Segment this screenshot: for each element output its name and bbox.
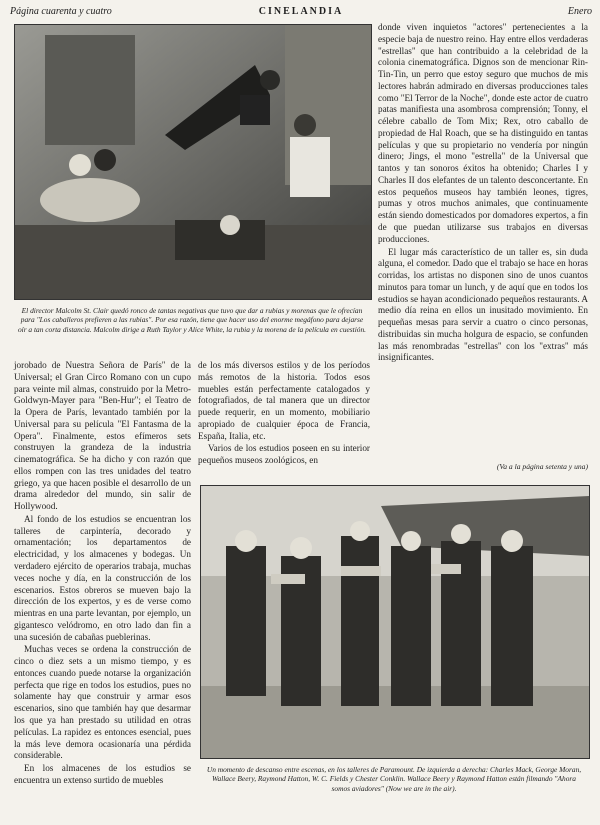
director-scene-photo [15,25,371,299]
bottom-photo-caption: Un momento de descanso entre escenas, en los talleres de Paramount. De izquierda a derecha: Charles Mack, George Moran, Wallace Beery, Raymond Hatton, W. C. Fields y Chester Conklin. Wallace Beery y Raymond Hatton están filmando "Ahora somos aviadores" (Now we are in the air). [206,765,582,793]
middle-column [198,360,370,468]
magazine-title: CINELANDIA [258,6,344,17]
paragraph: de los más diversos estilos y de los períodos más remotos de la historia. Todos esos muebles están perfectamente catalogados y fotografiados, de tal manera que un director puede requerir, en un momento, mobiliario apropiado de cualquier época de Francia, España, Italia, etc. [198,360,370,441]
top-photo [14,24,372,300]
top-photo-caption: El director Malcolm St. Clair quedó ronco de tantas negativas que tuvo que dar a rubias y morenas que le ofrecían para "Los caballeros prefieren a las rubias". Por esa razón, tiene que hacer uso del enorme megáfono para dejarse oír a tan corta distancia. Malcolm dirige a Ruth Taylor y Alice White, la rubia y la morena de la película en cuestión. [17,306,367,334]
bottom-photo [200,485,590,759]
issue-month: Enero [567,6,592,17]
page-header [10,6,592,20]
paragraph: Muchas veces se ordena la construcción de cinco o diez sets a un mismo tiempo, y es entonces cuando puede notarse la organización perfecta que rige en todos los estudios, pues no solamente hay que construir y armar esos escenarios, sino que también hay que desarmar los que ya han prestado su utilidad en otras películas. La rapidez es entonces esencial, pues la más leve demora ocasionaría una pérdida considerable. [14,644,191,761]
paragraph: El lugar más característico de un taller es, sin duda alguna, el comedor. Dado que el trabajo se hace en horas corridas, los artistas no disponen sino de unos cuantos minutos para tomar un lunch, y de aquí que en todos los estudios se hayan acondicionado pequeños restaurants. A medio día reina en ellos un inusitado movimiento. En pequeñas mesas para servir a cuatro o cinco personas, distribuidas sin mucha holgura de espacio, se confunden las más renombradas "estrellas" con los "extras" más insignificantes. [378,246,588,363]
paragraph: En los almacenes de los estudios se encuentra un extenso surtido de muebles [14,763,191,785]
paragraph: donde viven inquietos "actores" pertenecientes a la especie baja de nuestro reino. Hay entre ellos verdaderas "estrellas" que han contribuido a la celebridad de la colonia cinematográfica. Dignos son de mencionar Rin-Tin-Tin, un perro que estoy seguro que muchos de mis lectores habrán admirado en diversas producciones tales como "El Terror de la Noche", donde este actor de cuatro patas manifiesta una asombrosa comprensión; Tonny, el célebre caballo de Tom Mix; Rex, otro caballo de propiedad de Hal Roach, que se ha distinguido en tantas películas y que su propietario no vendería por ningún dinero; Jings, el mono "estrella" de la Universal que tantos y tan sonoros éxitos ha obtenido; Charles I y Charles II dos elefantes de un talento desconcertante. En estos pequeños museos hay también leones, tigres, pumas y otros muchos animales, que continuamente están siendo domesticados por domadores expertos, a fin de que puedan utilizarse sus trabajos en diversas producciones. [378,22,589,244]
paragraph: Al fondo de los estudios se encuentran los talleres de carpintería, decorado y ornamentación; los departamentos de electricidad, y los almacenes y bodegas. Un verdadero ejército de operarios trabaja, muchas veces noche y día, en la construcción de los escenarios. Estos obreros se mueven bajo la dirección de los expertos, y es de verse como mientras en una parte levantan, por ejemplo, un gigantesco velódromo, en otro lado dan fin a una sucesión de cabañas pueblerinas. [14,513,191,642]
paragraph: jorobado de Nuestra Señora de París" de la Universal; el Gran Circo Romano con un cupo para veinte mil almas, construido por la Metro-Goldwyn-Mayer para "Ben-Hur"; el Teatro de la Opera de París, levantado también por la Universal para su película "El Fantasma de la Opera". Finalmente, estos efímeros sets construyen la grandeza de la industria cinematográfica. Se ha dicho y con razón que ellos rompen con las tres unidades del teatro griego, ya que hacen posible el desarrollo de un drama alrededor del mundo, sin salir de Hollywood. [14,360,191,512]
page-number: Página cuarenta y cuatro [10,6,112,17]
right-column-top [378,22,588,365]
left-column [14,360,191,788]
paragraph: Varios de los estudios poseen en su interior pequeños museos zoológicos, en [198,443,370,466]
group-photo [201,486,589,758]
continued-note: (Va a la página setenta y una) [496,462,588,471]
